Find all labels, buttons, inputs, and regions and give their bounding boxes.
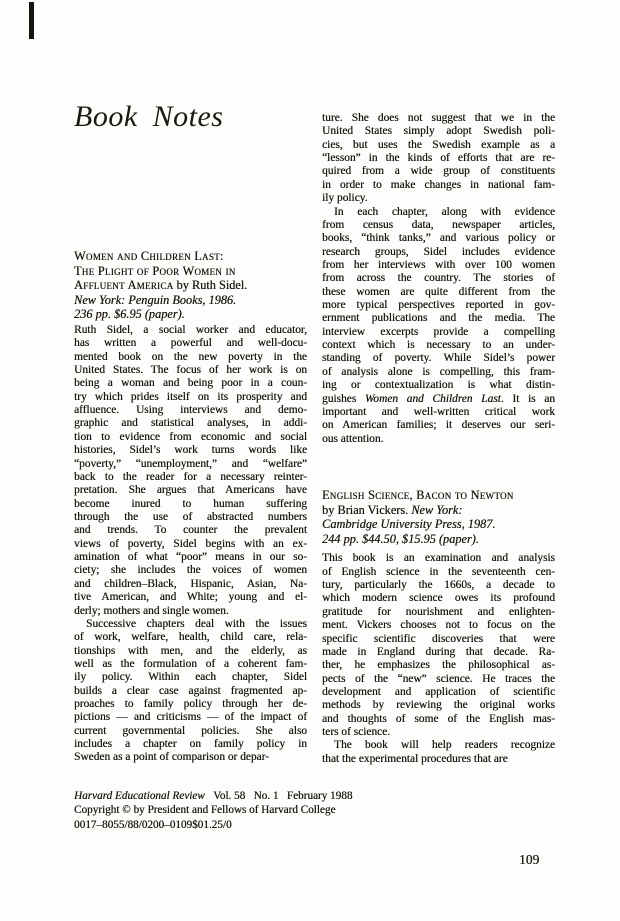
text-line: become inured to human suffering [74,497,307,510]
text-line [322,503,555,518]
text-line: pects of the “new” science. He traces the [322,672,555,685]
text-line: interview excerpts provide a compelling [322,325,555,338]
book1-review-paragraph-3 [322,206,555,446]
text-line: amination of what “poor” means in our so- [74,551,307,564]
text-line [322,517,555,532]
text-line: United States simply adopt Swedish poli- [322,125,555,138]
text-line: specific scientific discoveries that were [322,632,555,645]
text-line: ily policy. Within each chapter, Sidel [74,671,307,684]
text-line: In each chapter, along with evidence [334,205,555,218]
text-line: of English science in the seventeenth cen- [322,565,555,578]
text-line: ment. Vickers chooses not to focus on the [322,619,555,632]
text-line: ily policy. [322,192,368,205]
text-line: from across the country. The stories of [322,272,555,285]
text-line: graphic and statistical analyses, in addi- [74,417,307,430]
text-line: mented book on the new poverty in the [74,350,307,363]
text-segment: English Science, Bacon to Newton [322,487,514,502]
journal-imprint [74,789,454,832]
text-line: tionships with men, and the elderly, as [74,644,307,657]
text-line: methods by reviewing the original works [322,699,555,712]
text-line: ture. She does not suggest that we in the [322,112,555,124]
text-line: pictions — and criticisms — of the impact of [74,711,307,724]
text-line: builds a clear case against fragmented ap- [74,684,307,697]
text-segment: 0017–8055/88/0200–0109$01.25/0 [74,818,232,831]
text-line: through the use of abstracted numbers [74,511,307,523]
text-line [74,293,307,308]
text-line: from census data, newspaper articles, [322,218,555,231]
text-line: and children–Black, Hispanic, Asian, Na- [74,577,307,590]
text-line: standing of poverty. While Sidel’s power [322,352,555,365]
text-segment: 244 pp. $44.50, $15.95 (paper). [322,531,479,546]
text-line: This book is an examination and analysis [322,552,555,565]
text-line: context which is necessary to an under- [322,339,555,352]
text-line [74,818,454,832]
text-line: development and application of scientific [322,685,555,698]
text-line: more typical perspectives reported in gov- [322,299,555,312]
text-line: affluence. Using interviews and demo- [74,404,307,417]
text-segment: Harvard Educational Review [74,790,205,802]
book2-citation [322,488,555,546]
text-segment: Women and Children Last: [74,249,224,263]
text-line: being a woman and being poor in a coun- [74,377,307,390]
section-title: Book Notes [74,100,224,133]
text-segment: New York: [411,502,463,517]
text-line: histories, Sidel’s work turns words like [74,444,307,457]
text-segment: by Brian Vickers. [322,502,412,517]
text-line: “poverty,” “unemployment,” and “welfare” [74,457,307,470]
text-line: and thoughts of some of the English mas- [322,712,555,725]
text-segment: New York: Penguin Books, 1986. [74,292,237,307]
text-line: on American families; it deserves our seri- [322,419,555,432]
text-line: from her interviews with over 100 women [322,258,555,271]
text-line: tive American, and White; young and el- [74,591,307,604]
text-segment: guishes [322,392,365,405]
text-line [74,803,454,817]
text-line: Sweden as a point of comparison or depar- [74,751,269,764]
text-line: which modern science owes its profound [322,592,555,605]
text-line: made in England during that decade. Ra- [322,645,555,658]
text-line: current governmental policies. She also [74,724,307,737]
text-line: ters of science. [322,726,390,739]
text-segment: Copyright © by President and Fellows of Harvard College [74,804,336,817]
text-line [74,278,307,293]
text-line: that the experimental procedures that are [322,752,508,765]
text-line: views of poverty, Sidel begins with an ex- [74,537,307,550]
text-segment: by Ruth Sidel. [173,278,248,293]
text-line: back to the reader for a necessary reinter- [74,470,307,483]
text-line: research groups, Sidel includes evidence [322,245,555,258]
text-segment: Affluent America [74,278,174,293]
text-line: cies, but uses the Swedish example as a [322,138,555,151]
text-line [322,393,555,406]
text-line: Ruth Sidel, a social worker and educator, [74,323,307,336]
text-line [74,307,307,322]
text-line: tion to evidence from economic and social [74,430,307,443]
text-line: ther, he emphasizes the philosophical as- [322,659,555,672]
text-segment: Women and Children Last [364,392,501,405]
text-line [74,789,454,803]
book1-review-paragraph-2-continued [322,112,555,206]
page-number: 109 [519,852,540,867]
text-line: derly; mothers and single women. [74,604,229,617]
text-line: ernment publications and the media. The [322,312,555,325]
text-line: includes a chapter on family policy in [74,738,307,751]
text-line [74,264,307,279]
text-line: pretation. She argues that Americans have [74,484,307,497]
text-line [322,488,555,503]
text-line: these women are quite different from the [322,285,555,298]
book1-review-paragraph-2 [74,618,307,765]
text-line: try which prides itself on its prosperity and [74,390,307,403]
text-segment: Vol. 58 No. 1 February 1988 [204,790,353,802]
text-line: “lesson” in the kinds of efforts that are re- [322,152,555,165]
text-line: has written a powerful and well-docu- [74,337,307,350]
text-line: proaches to family policy through her de- [74,698,307,711]
text-line: in order to make changes in national fam- [322,178,555,191]
book2-review-paragraph-2 [322,739,555,766]
text-line: of work, welfare, health, child care, rela- [74,631,307,644]
text-line: The book will help readers recognize [334,739,555,752]
text-line: and trends. To counter the prevalent [74,524,307,537]
scan-artifact-mark [29,2,34,39]
text-line: ciety; she includes the voices of women [74,564,307,577]
text-line: books, “think tanks,” and various policy or [322,232,555,245]
book2-review-paragraph-1 [322,552,555,739]
text-segment: Cambridge University Press, 1987. [322,517,496,532]
left-column [74,100,307,765]
book1-review-paragraph-1 [74,324,307,618]
text-line: of analysis alone is compelling, this fram- [322,365,555,378]
text-line: ing or contextualization is what distin- [322,379,555,392]
text-line: Successive chapters deal with the issues [86,617,307,630]
book1-citation [74,249,307,322]
text-segment: The Plight of Poor Women in [74,263,236,278]
text-line [74,249,307,264]
text-line: quired from a wide group of constituents [322,165,555,178]
right-column [322,112,555,766]
text-line: well as the formulation of a coherent fam- [74,657,307,670]
text-segment: . It is an [500,392,556,405]
text-line: United States. The focus of her work is on [74,364,307,377]
text-line: important and well-written critical work [322,405,555,418]
text-line [322,532,555,547]
text-segment: 236 pp. $6.95 (paper). [74,307,185,322]
text-line: tury, particularly the 1660s, a decade to [322,579,555,592]
text-line: gratitude for nourishment and enlighten- [322,605,555,618]
text-line: ous attention. [322,432,384,445]
